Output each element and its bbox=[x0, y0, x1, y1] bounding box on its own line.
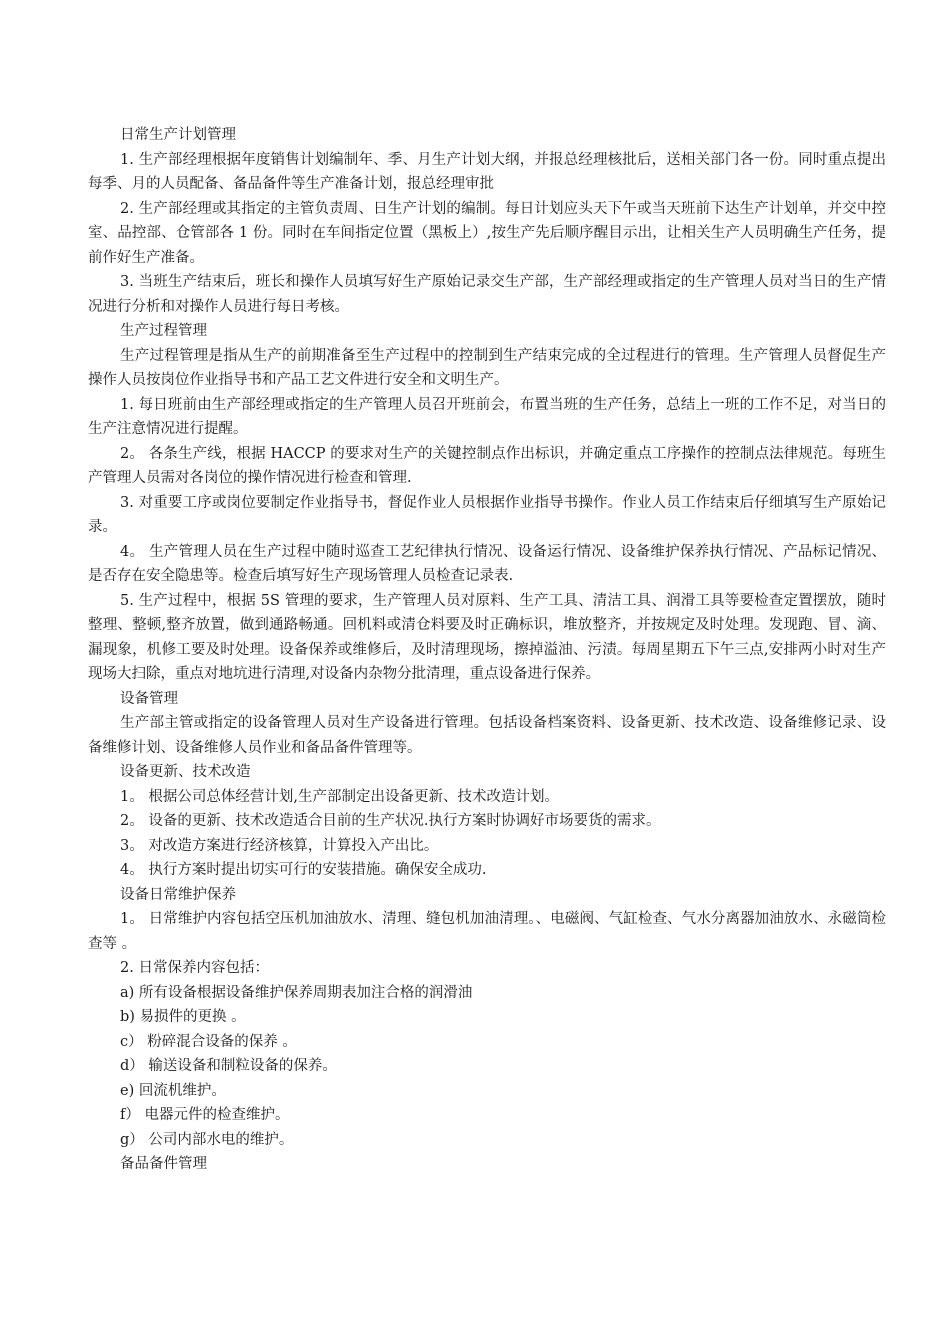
body-paragraph: a) 所有设备根据设备维护保养周期表加注合格的润滑油 bbox=[120, 984, 473, 1001]
body-paragraph: 1。 日常维护内容包括空压机加油放水、清理、缝包机加油清理。、电磁阀、气缸检查、气水分离器加油放水、永磁筒检查等 。 bbox=[88, 911, 886, 952]
section-heading: 生产过程管理 bbox=[120, 323, 207, 339]
section-heading: 日常生产计划管理 bbox=[120, 127, 236, 143]
body-paragraph: 5. 生产过程中，根据 5S 管理的要求，生产管理人员对原料、生产工具、清洁工具、润滑工具等要检查定置摆放，随时整理、整顿,整齐放置，做到通路畅通。回机料或清仓料要及时正确标识，堆放整齐，并按规定及时处理。发现跑、冒、滴、漏现象，机修工要及时处理。设备保养或维修后，及时清理现场，擦掉溢油、污渍。每周星期五下午三点,安排两小时对生产现场大扫除，重点对地坑进行清理,对设备内杂物分批清理，重点设备进行保养。 bbox=[88, 592, 886, 682]
body-paragraph: 1。 根据公司总体经营计划,生产部制定出设备更新、技术改造计划。 bbox=[120, 788, 559, 805]
body-paragraph: 4。 生产管理人员在生产过程中随时巡查工艺纪律执行情况、设备运行情况、设备维护保养执行情况、产品标记情况、是否存在安全隐患等。检查后填写好生产现场管理人员检查记录表. bbox=[88, 543, 886, 584]
body-paragraph: c） 粉碎混合设备的保养 。 bbox=[120, 1033, 297, 1050]
body-paragraph: 4。 执行方案时提出切实可行的安装措施。确保安全成功. bbox=[120, 862, 487, 878]
body-paragraph: 2. 日常保养内容包括： bbox=[120, 960, 269, 976]
body-paragraph: 1. 生产部经理根据年度销售计划编制年、季、月生产计划大纲，并报总经理核批后，送相关部门各一份。同时重点提出每季、月的人员配备、备品备件等生产准备计划，报总经理审批 bbox=[88, 151, 886, 192]
section-heading: 设备管理 bbox=[120, 690, 178, 707]
body-paragraph: e) 回流机维护。 bbox=[120, 1082, 226, 1099]
body-paragraph: 1. 每日班前由生产部经理或指定的生产管理人员召开班前会，布置当班的生产任务，总结上一班的工作不足，对当日的生产注意情况进行提醒。 bbox=[88, 396, 886, 437]
body-paragraph: f） 电器元件的检查维护。 bbox=[120, 1107, 290, 1123]
section-heading: 设备日常维护保养 bbox=[120, 886, 236, 903]
body-paragraph: b) 易损件的更换 。 bbox=[120, 1009, 246, 1025]
body-paragraph: d） 输送设备和制粒设备的保养。 bbox=[120, 1058, 337, 1074]
body-paragraph: 2. 生产部经理或其指定的主管负责周、日生产计划的编制。每日计划应头天下午或当天班前下达生产计划单，并交中控室、品控部、仓管部各 1 份。同时在车间指定位置（黑板上）,按生产先后顺序醒目示出，让相关生产人员明确生产任务，提前作好生产准备。 bbox=[88, 200, 886, 266]
body-paragraph: 3。 对改造方案进行经济核算，计算投入产出比。 bbox=[120, 837, 439, 854]
body-paragraph: g） 公司内部水电的维护。 bbox=[120, 1131, 294, 1148]
body-paragraph: 3. 对重要工序或岗位要制定作业指导书，督促作业人员根据作业指导书操作。作业人员工作结束后仔细填写生产原始记录。 bbox=[88, 494, 886, 535]
body-paragraph: 2。 设备的更新、技术改造适合目前的生产状况.执行方案时协调好市场要货的需求。 bbox=[120, 813, 661, 829]
body-paragraph: 3. 当班生产结束后，班长和操作人员填写好生产原始记录交生产部，生产部经理或指定的生产管理人员对当日的生产情况进行分析和对操作人员进行每日考核。 bbox=[88, 274, 886, 315]
body-paragraph: 2。 各条生产线，根据 HACCP 的要求对生产的关键控制点作出标识，并确定重点工序操作的控制点法律规范。每班生产管理人员需对各岗位的操作情况进行检查和管理. bbox=[88, 445, 886, 486]
body-paragraph: 生产部主管或指定的设备管理人员对生产设备进行管理。包括设备档案资料、设备更新、技术改造、设备维修记录、设备维修计划、设备维修人员作业和备品备件管理等。 bbox=[88, 715, 886, 756]
section-heading: 备品备件管理 bbox=[120, 1156, 207, 1172]
section-heading: 设备更新、技术改造 bbox=[120, 764, 251, 780]
body-paragraph: 生产过程管理是指从生产的前期准备至生产过程中的控制到生产结束完成的全过程进行的管理。生产管理人员督促生产操作人员按岗位作业指导书和产品工艺文件进行安全和文明生产。 bbox=[88, 347, 886, 388]
